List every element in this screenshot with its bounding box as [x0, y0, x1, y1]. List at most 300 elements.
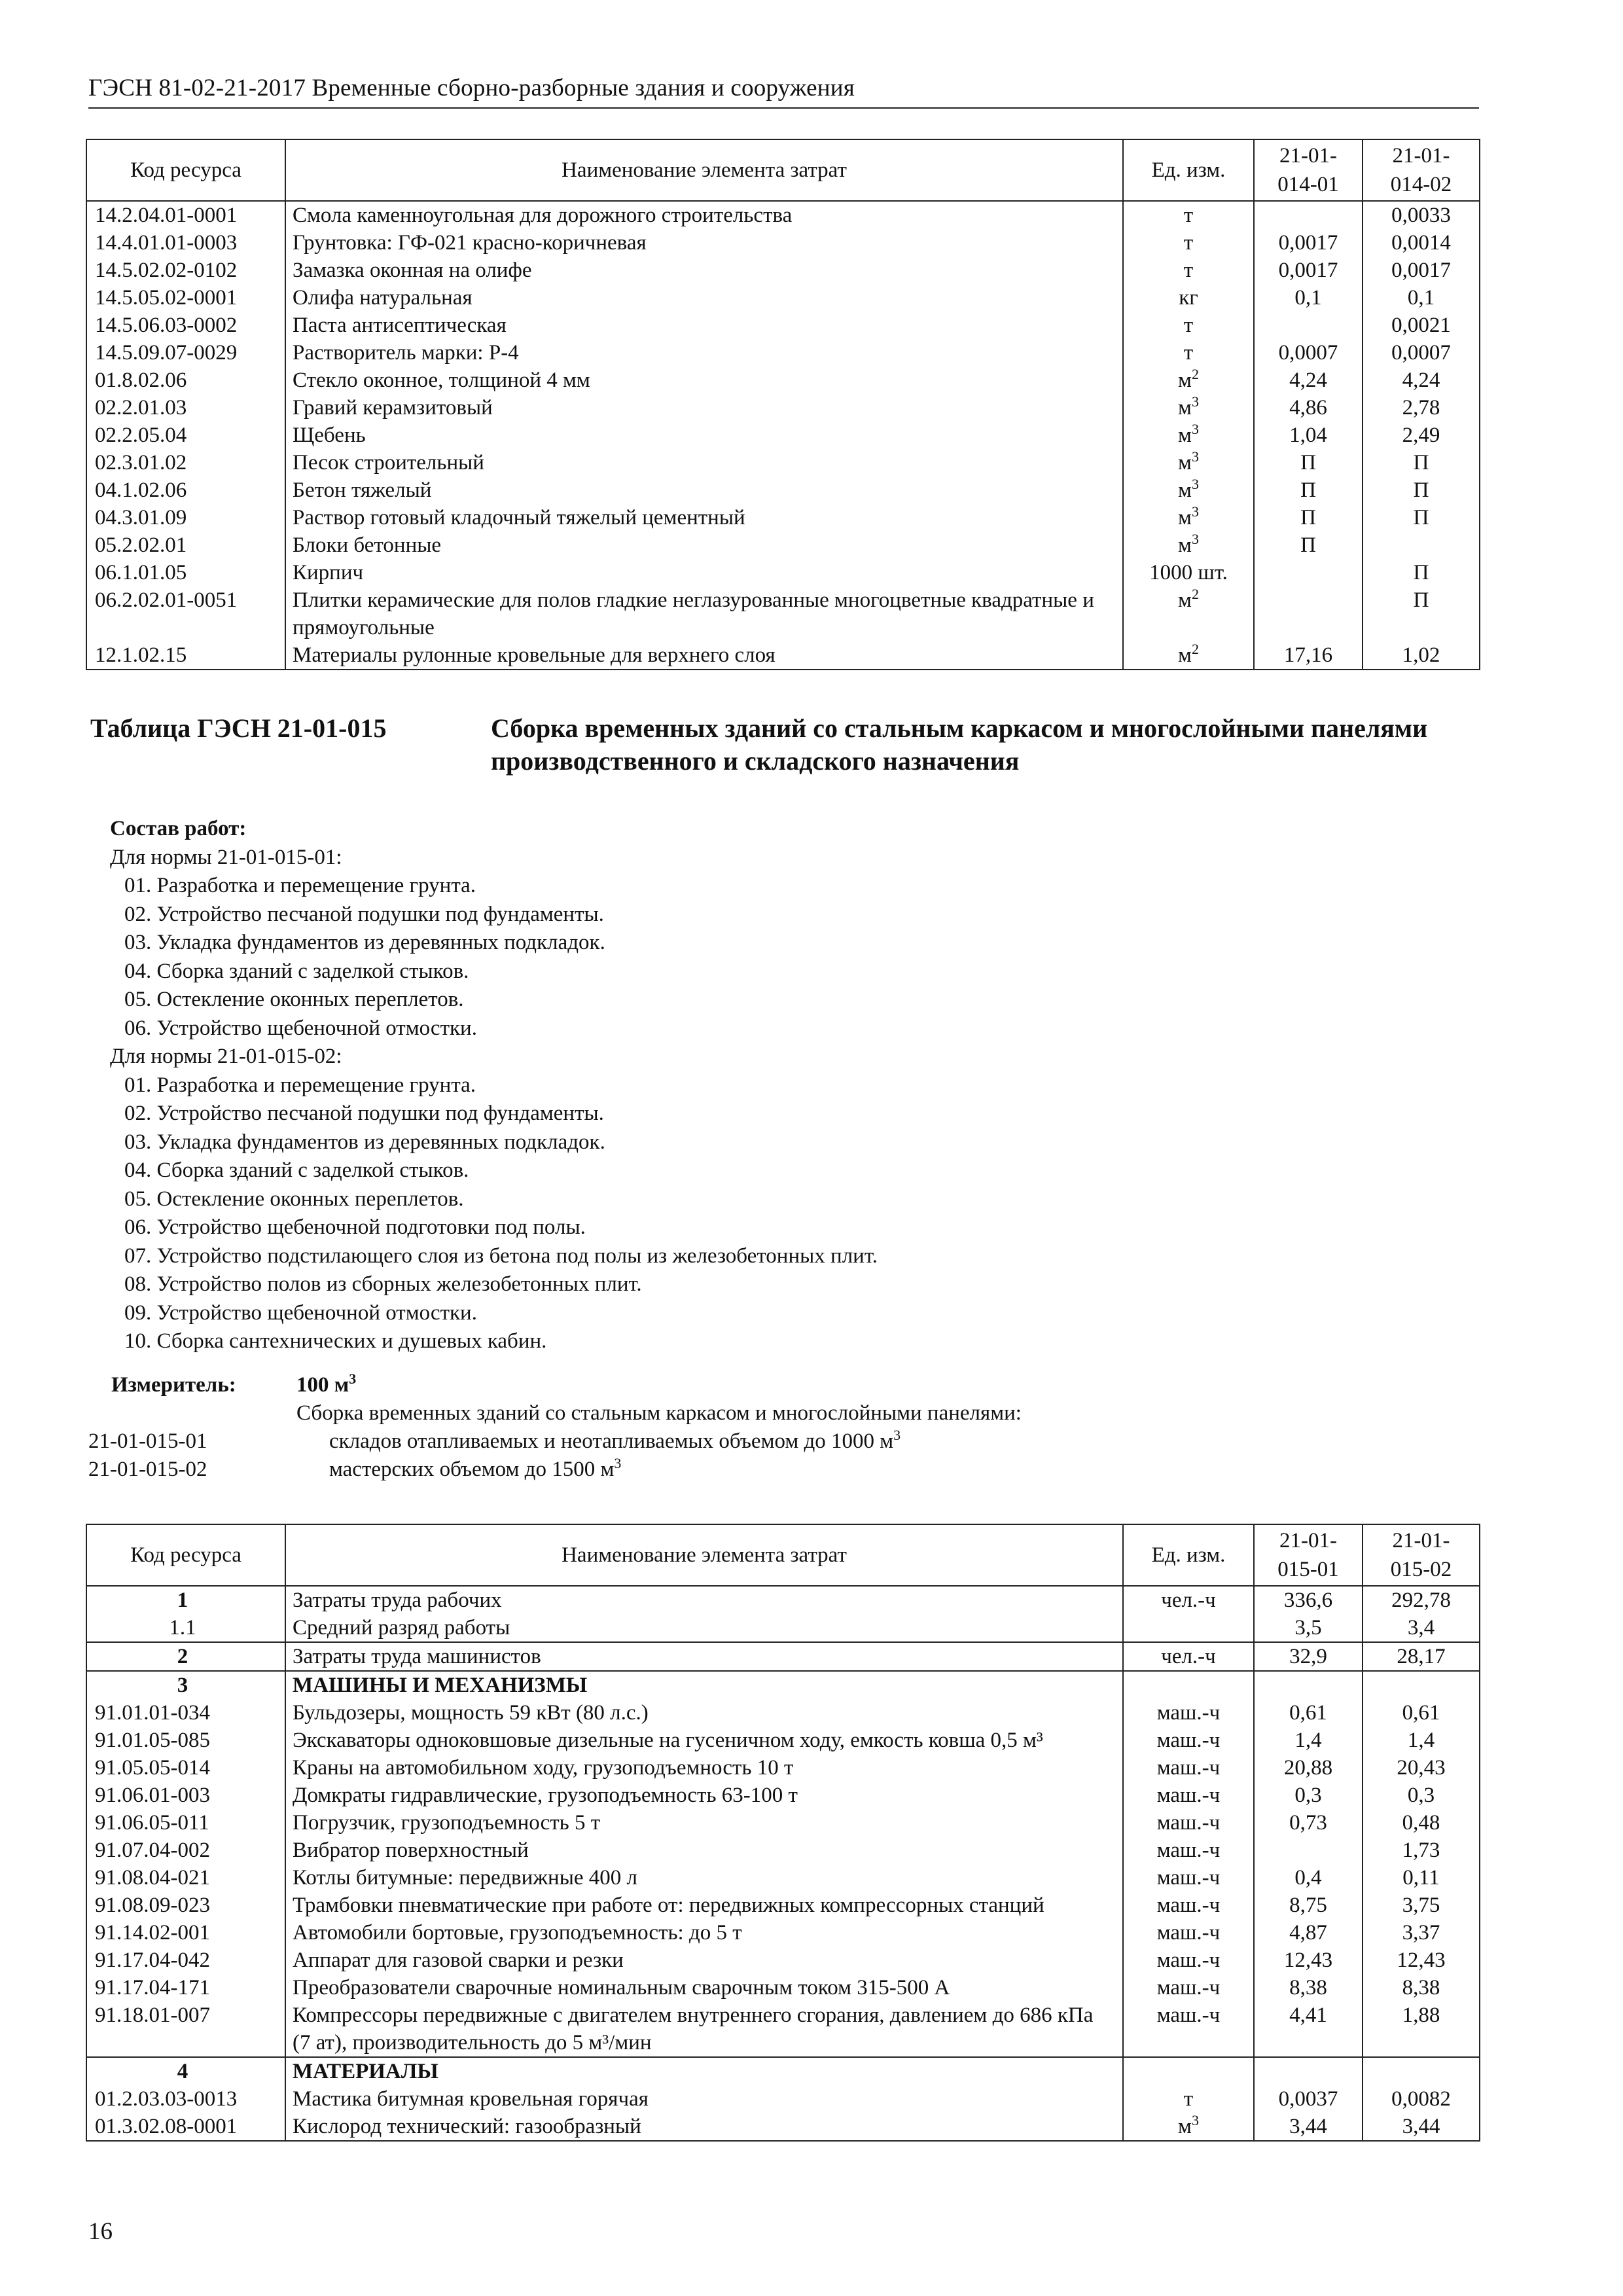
- table-row: [86, 1727, 1480, 1754]
- table-row: [86, 1614, 1480, 1642]
- resource-name: Преобразователи сварочные номинальным сварочным током 315-500 А: [285, 1974, 1123, 2001]
- unit-text: т: [1183, 259, 1194, 282]
- resource-code: 91.17.04-171: [86, 1974, 285, 2001]
- unit-cell: [1123, 1727, 1254, 1754]
- table-row: [86, 1974, 1480, 2001]
- unit-text: т: [1183, 314, 1194, 337]
- resource-name: Материалы рулонные кровельные для верхнего слоя: [285, 641, 1123, 670]
- table-row: [86, 531, 1480, 559]
- table-row: [86, 1671, 1480, 1699]
- measure-item-code: 21-01-015-01: [88, 1429, 207, 1453]
- resource-code: 91.06.01-003: [86, 1782, 285, 1809]
- resource-code: 02.3.01.02: [86, 449, 285, 476]
- table-row: [86, 1642, 1480, 1671]
- norm-2-value: 3,44: [1363, 2113, 1480, 2141]
- unit-text: т: [1183, 204, 1194, 227]
- resource-name: Трамбовки пневматические при работе от: передвижных компрессорных станций: [285, 1892, 1123, 1919]
- resource-name: МАТЕРИАЛЫ: [285, 2057, 1123, 2085]
- norm-1-value: 8,75: [1254, 1892, 1363, 1919]
- norm-1-value: 4,87: [1254, 1919, 1363, 1946]
- measure-item-text-value: складов отапливаемых и неотапливаемых объемом до 1000 м: [329, 1429, 894, 1453]
- resource-code: 91.18.01-007: [86, 2001, 285, 2057]
- unit-cell: [1123, 1586, 1254, 1614]
- unit-cell: [1123, 1974, 1254, 2001]
- work-item: 04. Сборка зданий с заделкой стыков.: [124, 959, 469, 983]
- norm-1-value: [1254, 559, 1363, 586]
- norm-2-value: 292,78: [1363, 1586, 1480, 1614]
- table-row: [86, 339, 1480, 367]
- norm-2-value: П: [1363, 476, 1480, 504]
- norm-1-value: 4,86: [1254, 394, 1363, 422]
- header-name: Наименование элемента затрат: [285, 1524, 1123, 1586]
- measure-value-text: 100 м: [296, 1373, 349, 1397]
- norm-2-value: 0,0017: [1363, 257, 1480, 284]
- work-item: 10. Сборка сантехнических и душевых кабин.: [124, 1329, 547, 1353]
- unit-text: маш.-ч: [1156, 2003, 1221, 2027]
- unit-text: маш.-ч: [1156, 1756, 1221, 1780]
- work-item: 03. Укладка фундаментов из деревянных подкладок.: [124, 1130, 605, 1154]
- header-code: Код ресурса: [86, 1524, 285, 1586]
- table-row: [86, 2057, 1480, 2085]
- norm-1-value: 3,44: [1254, 2113, 1363, 2141]
- norm-1-value: [1254, 312, 1363, 339]
- unit-cell: [1123, 559, 1254, 586]
- resource-name: Краны на автомобильном ходу, грузоподъемность 10 т: [285, 1754, 1123, 1782]
- norm-2-value: 0,0082: [1363, 2085, 1480, 2113]
- unit-cell: [1123, 1699, 1254, 1727]
- norm-1-value: 0,0037: [1254, 2085, 1363, 2113]
- unit-text: чел.-ч: [1161, 1588, 1216, 1612]
- norm-2-value: 0,0033: [1363, 201, 1480, 229]
- resource-code: 01.3.02.08-0001: [86, 2113, 285, 2141]
- resource-code: 14.5.06.03-0002: [86, 312, 285, 339]
- table-row: [86, 312, 1480, 339]
- norm-1-value: [1254, 201, 1363, 229]
- unit-text: т: [1183, 2087, 1194, 2111]
- resource-code: 14.4.01.01-0003: [86, 229, 285, 257]
- header-norm-1-text: 21-01- 014-01: [1277, 144, 1339, 196]
- works-composition: [88, 815, 1397, 1356]
- norm-1-value: 3,5: [1254, 1614, 1363, 1642]
- table-row: [86, 559, 1480, 586]
- norm-2-value: 0,0014: [1363, 229, 1480, 257]
- table1-body: [86, 201, 1480, 670]
- unit-cell: [1123, 312, 1254, 339]
- norm-2-value: 1,73: [1363, 1837, 1480, 1864]
- norm-1-value: П: [1254, 449, 1363, 476]
- resource-code: 1: [86, 1586, 285, 1614]
- header-code: Код ресурса: [86, 139, 285, 201]
- measure-description: Сборка временных зданий со стальным каркасом и многослойными панелями:: [296, 1401, 1022, 1425]
- resource-name: Растворитель марки: Р-4: [285, 339, 1123, 367]
- unit-exponent: 3: [1191, 393, 1199, 410]
- norm-2-value: П: [1363, 559, 1480, 586]
- table-row: [86, 201, 1480, 229]
- resource-code: 91.05.05-014: [86, 1754, 285, 1782]
- table-row: [86, 1782, 1480, 1809]
- resource-code: 04.3.01.09: [86, 504, 285, 531]
- work-item: 03. Укладка фундаментов из деревянных подкладок.: [124, 931, 605, 954]
- norm-2-label: Для нормы 21-01-015-02:: [110, 1045, 342, 1068]
- resource-code: 06.2.02.01-0051: [86, 586, 285, 641]
- unit-text: м: [1178, 643, 1192, 667]
- resource-table-015: [86, 1524, 1480, 2142]
- norm-1-value: [1254, 586, 1363, 641]
- unit-cell: [1123, 1919, 1254, 1946]
- table-row: [86, 2113, 1480, 2141]
- unit-cell: [1123, 449, 1254, 476]
- norm-1-value: [1254, 1837, 1363, 1864]
- norm-2-value: 0,48: [1363, 1809, 1480, 1837]
- table-row: [86, 476, 1480, 504]
- norm-2-value: 0,1: [1363, 284, 1480, 312]
- header-norm-1-text: 21-01- 015-01: [1277, 1529, 1339, 1581]
- norm-1-value: 1,04: [1254, 422, 1363, 449]
- header-unit: Ед. изм.: [1123, 139, 1254, 201]
- resource-code: 91.01.05-085: [86, 1727, 285, 1754]
- unit-text: маш.-ч: [1156, 1784, 1221, 1807]
- table-row: [86, 1586, 1480, 1614]
- work-item: 01. Разработка и перемещение грунта.: [124, 1073, 476, 1097]
- unit-exponent: 3: [1191, 503, 1199, 520]
- resource-name: Смола каменноугольная для дорожного строительства: [285, 201, 1123, 229]
- measure-item-text-value: мастерских объемом до 1500 м: [329, 1458, 615, 1481]
- norm-2-value: 3,4: [1363, 1614, 1480, 1642]
- resource-code: 91.17.04-042: [86, 1946, 285, 1974]
- unit-cell: [1123, 2057, 1254, 2085]
- resource-name: Погрузчик, грузоподъемность 5 т: [285, 1809, 1123, 1837]
- resource-code: 14.5.09.07-0029: [86, 339, 285, 367]
- resource-code: 3: [86, 1671, 285, 1699]
- norm-1-value: 0,3: [1254, 1782, 1363, 1809]
- work-item: 04. Сборка зданий с заделкой стыков.: [124, 1158, 469, 1182]
- resource-code: 91.07.04-002: [86, 1837, 285, 1864]
- norm-2-value: [1363, 1671, 1480, 1699]
- unit-cell: [1123, 504, 1254, 531]
- norm-1-value: П: [1254, 476, 1363, 504]
- unit-cell: [1123, 2001, 1254, 2057]
- work-item: 01. Разработка и перемещение грунта.: [124, 874, 476, 897]
- unit-cell: [1123, 1782, 1254, 1809]
- table-header-row: [86, 139, 1480, 201]
- resource-name: Бульдозеры, мощность 59 кВт (80 л.с.): [285, 1699, 1123, 1727]
- norm-2-value: 3,37: [1363, 1919, 1480, 1946]
- resource-name: Плитки керамические для полов гладкие неглазурованные многоцветные квадратные и прямоугольные: [285, 586, 1123, 641]
- work-item: 02. Устройство песчаной подушки под фундаменты.: [124, 1102, 604, 1125]
- unit-cell: [1123, 476, 1254, 504]
- norm-1-value: 1,4: [1254, 1727, 1363, 1754]
- unit-cell: [1123, 422, 1254, 449]
- resource-name: Экскаваторы одноковшовые дизельные на гусеничном ходу, емкость ковша 0,5 м³: [285, 1727, 1123, 1754]
- unit-cell: [1123, 1892, 1254, 1919]
- unit-cell: [1123, 284, 1254, 312]
- header-norm-1: [1254, 1524, 1363, 1586]
- table2-body: [86, 1586, 1480, 2141]
- table-title-name: Сборка временных зданий со стальным каркасом и многослойными панелями производственного и складского назначения: [491, 713, 1428, 776]
- header-norm-2: [1363, 139, 1480, 201]
- works-heading: Состав работ:: [110, 817, 247, 840]
- unit-text: маш.-ч: [1156, 1921, 1221, 1945]
- unit-text: т: [1183, 231, 1194, 255]
- resource-code: 02.2.01.03: [86, 394, 285, 422]
- norm-1-value: 20,88: [1254, 1754, 1363, 1782]
- unit-exponent: 3: [1191, 2112, 1199, 2128]
- unit-text: м: [1178, 451, 1192, 475]
- norm-2-value: 3,75: [1363, 1892, 1480, 1919]
- work-item: 06. Устройство щебеночной отмостки.: [124, 1016, 477, 1040]
- resource-code: 06.1.01.05: [86, 559, 285, 586]
- unit-text: м: [1178, 533, 1192, 557]
- norm-1-label: Для нормы 21-01-015-01:: [110, 845, 342, 869]
- unit-text: м: [1178, 396, 1192, 420]
- unit-cell: [1123, 531, 1254, 559]
- unit-cell: [1123, 1671, 1254, 1699]
- resource-name: Затраты труда рабочих: [285, 1586, 1123, 1614]
- unit-cell: [1123, 367, 1254, 394]
- norm-2-value: 0,0007: [1363, 339, 1480, 367]
- work-item: 05. Остекление оконных переплетов.: [124, 988, 464, 1011]
- header-norm-2: [1363, 1524, 1480, 1586]
- work-item: 05. Остекление оконных переплетов.: [124, 1187, 464, 1211]
- unit-exponent: 3: [1191, 421, 1199, 437]
- unit-cell: [1123, 1754, 1254, 1782]
- header-unit: Ед. изм.: [1123, 1524, 1254, 1586]
- norm-1-value: 0,0017: [1254, 229, 1363, 257]
- measure-item-exponent: 3: [893, 1427, 901, 1443]
- resource-name: МАШИНЫ И МЕХАНИЗМЫ: [285, 1671, 1123, 1699]
- norm-1-value: 8,38: [1254, 1974, 1363, 2001]
- unit-cell: [1123, 1642, 1254, 1671]
- norm-1-value: 336,6: [1254, 1586, 1363, 1614]
- measure-item-exponent: 3: [614, 1455, 622, 1471]
- resource-name: Бетон тяжелый: [285, 476, 1123, 504]
- table-row: [86, 367, 1480, 394]
- unit-cell: [1123, 394, 1254, 422]
- resource-code: 91.14.02-001: [86, 1919, 285, 1946]
- header-norm-2-text: 21-01- 014-02: [1390, 144, 1452, 196]
- unit-cell: [1123, 257, 1254, 284]
- unit-text: м: [1178, 2115, 1192, 2138]
- unit-exponent: 3: [1191, 531, 1199, 547]
- unit-text: кг: [1179, 286, 1198, 310]
- resource-name: Аппарат для газовой сварки и резки: [285, 1946, 1123, 1974]
- norm-1-value: 32,9: [1254, 1642, 1363, 1671]
- resource-name: Компрессоры передвижные с двигателем внутреннего сгорания, давлением до 686 кПа (7 ат), производительность до 5 м³/мин: [285, 2001, 1123, 2057]
- unit-exponent: 2: [1191, 641, 1199, 657]
- norm-1-value: 12,43: [1254, 1946, 1363, 1974]
- unit-cell: [1123, 586, 1254, 641]
- resource-code: 02.2.05.04: [86, 422, 285, 449]
- unit-cell: [1123, 229, 1254, 257]
- resource-code: 4: [86, 2057, 285, 2085]
- resource-name: Гравий керамзитовый: [285, 394, 1123, 422]
- page-number: 16: [88, 2218, 113, 2245]
- resource-name: Мастика битумная кровельная горячая: [285, 2085, 1123, 2113]
- norm-1-value: 0,0007: [1254, 339, 1363, 367]
- unit-text: маш.-ч: [1156, 1866, 1221, 1890]
- resource-name: Песок строительный: [285, 449, 1123, 476]
- resource-code: 04.1.02.06: [86, 476, 285, 504]
- resource-code: 91.08.09-023: [86, 1892, 285, 1919]
- table-title-label: Таблица ГЭСН 21-01-015: [90, 713, 387, 743]
- norm-2-value: [1363, 531, 1480, 559]
- resource-code: 14.2.04.01-0001: [86, 201, 285, 229]
- norm-2-value: 0,11: [1363, 1864, 1480, 1892]
- header-norm-2-text: 21-01- 015-02: [1390, 1529, 1452, 1581]
- unit-text: 1000 шт.: [1149, 561, 1228, 584]
- measure-value: [296, 1371, 356, 1399]
- resource-name: Замазка оконная на олифе: [285, 257, 1123, 284]
- unit-cell: [1123, 2085, 1254, 2113]
- norm-2-value: П: [1363, 586, 1480, 641]
- resource-code: 1.1: [86, 1614, 285, 1642]
- unit-cell: [1123, 641, 1254, 670]
- resource-name: Блоки бетонные: [285, 531, 1123, 559]
- norm-2-value: П: [1363, 449, 1480, 476]
- table-row: [86, 1809, 1480, 1837]
- norm-1-value: П: [1254, 504, 1363, 531]
- unit-text: маш.-ч: [1156, 1811, 1221, 1835]
- norm-2-value: 0,0021: [1363, 312, 1480, 339]
- measure-item-text: [329, 1456, 621, 1484]
- unit-text: маш.-ч: [1156, 1839, 1221, 1862]
- norm-1-value: 0,1: [1254, 284, 1363, 312]
- resource-name: Щебень: [285, 422, 1123, 449]
- resource-code: 14.5.02.02-0102: [86, 257, 285, 284]
- unit-cell: [1123, 1864, 1254, 1892]
- norm-1-value: [1254, 1671, 1363, 1699]
- unit-text: м: [1178, 423, 1192, 447]
- resource-name: Кислород технический: газообразный: [285, 2113, 1123, 2141]
- measure-value-exponent: 3: [349, 1371, 357, 1387]
- unit-text: маш.-ч: [1156, 1729, 1221, 1752]
- unit-cell: [1123, 1809, 1254, 1837]
- norm-1-items: [88, 872, 1397, 1043]
- resource-code: 01.8.02.06: [86, 367, 285, 394]
- unit-exponent: 2: [1191, 586, 1199, 602]
- resource-name: Автомобили бортовые, грузоподъемность: до 5 т: [285, 1919, 1123, 1946]
- table-row: [86, 641, 1480, 670]
- table-row: [86, 284, 1480, 312]
- unit-cell: [1123, 201, 1254, 229]
- table-row: [86, 394, 1480, 422]
- table-row: [86, 1699, 1480, 1727]
- norm-1-value: [1254, 2057, 1363, 2085]
- unit-text: м: [1178, 478, 1192, 502]
- work-item: 09. Устройство щебеночной отмостки.: [124, 1300, 477, 1325]
- resource-name: Затраты труда машинистов: [285, 1642, 1123, 1671]
- table-row: [86, 1864, 1480, 1892]
- norm-1-value: П: [1254, 531, 1363, 559]
- norm-2-value: 0,3: [1363, 1782, 1480, 1809]
- table-row: [86, 1892, 1480, 1919]
- table-row: [86, 2001, 1480, 2057]
- unit-cell: [1123, 2113, 1254, 2141]
- norm-2-value: 28,17: [1363, 1642, 1480, 1671]
- norm-2-value: П: [1363, 504, 1480, 531]
- norm-2-value: [1363, 2057, 1480, 2085]
- resource-name: Паста антисептическая: [285, 312, 1123, 339]
- work-item: 02. Устройство песчаной подушки под фундаменты.: [124, 902, 604, 926]
- unit-text: маш.-ч: [1156, 1701, 1221, 1725]
- norm-1-value: 0,0017: [1254, 257, 1363, 284]
- resource-code: 01.2.03.03-0013: [86, 2085, 285, 2113]
- norm-1-value: 0,61: [1254, 1699, 1363, 1727]
- table-row: [86, 1754, 1480, 1782]
- norm-1-value: 4,24: [1254, 367, 1363, 394]
- resource-name: Олифа натуральная: [285, 284, 1123, 312]
- resource-name: Домкраты гидравлические, грузоподъемность 63-100 т: [285, 1782, 1123, 1809]
- measure-item-code: 21-01-015-02: [88, 1458, 207, 1481]
- resource-code: 12.1.02.15: [86, 641, 285, 670]
- norm-2-value: 8,38: [1363, 1974, 1480, 2001]
- resource-name: Кирпич: [285, 559, 1123, 586]
- resource-name: Котлы битумные: передвижные 400 л: [285, 1864, 1123, 1892]
- page-header: ГЭСН 81-02-21-2017 Временные сборно-разборные здания и сооружения: [88, 72, 1479, 109]
- norm-2-items: [88, 1071, 1397, 1356]
- unit-cell: [1123, 1837, 1254, 1864]
- unit-exponent: 3: [1191, 476, 1199, 492]
- resource-code: 91.06.05-011: [86, 1809, 285, 1837]
- norm-1-value: 17,16: [1254, 641, 1363, 670]
- unit-exponent: 3: [1191, 448, 1199, 465]
- resource-code: 91.01.01-034: [86, 1699, 285, 1727]
- unit-text: маш.-ч: [1156, 1948, 1221, 1972]
- measure-item-text: [329, 1427, 901, 1456]
- norm-2-value: 1,88: [1363, 2001, 1480, 2057]
- resource-code: 2: [86, 1642, 285, 1671]
- resource-code: 05.2.02.01: [86, 531, 285, 559]
- norm-2-value: 1,02: [1363, 641, 1480, 670]
- norm-1-value: 0,73: [1254, 1809, 1363, 1837]
- table-row: [86, 1837, 1480, 1864]
- unit-text: маш.-ч: [1156, 1976, 1221, 2000]
- table-row: [86, 2085, 1480, 2113]
- table-row: [86, 257, 1480, 284]
- table-row: [86, 586, 1480, 641]
- work-item: 07. Устройство подстилающего слоя из бетона под полы из железобетонных плит.: [124, 1244, 878, 1268]
- norm-2-value: 20,43: [1363, 1754, 1480, 1782]
- norm-2-value: 1,4: [1363, 1727, 1480, 1754]
- resource-table-014: [86, 139, 1480, 670]
- resource-code: 91.08.04-021: [86, 1864, 285, 1892]
- norm-1-value: 4,41: [1254, 2001, 1363, 2057]
- unit-cell: [1123, 1614, 1254, 1642]
- measure-section: [88, 1371, 1397, 1484]
- resource-name: Вибратор поверхностный: [285, 1837, 1123, 1864]
- measure-label: Измеритель:: [111, 1373, 236, 1397]
- unit-cell: [1123, 1946, 1254, 1974]
- table-row: [86, 229, 1480, 257]
- resource-name: Средний разряд работы: [285, 1614, 1123, 1642]
- unit-cell: [1123, 339, 1254, 367]
- unit-text: м: [1178, 368, 1192, 392]
- unit-exponent: 2: [1191, 366, 1199, 382]
- table-row: [86, 1919, 1480, 1946]
- resource-name: Раствор готовый кладочный тяжелый цементный: [285, 504, 1123, 531]
- unit-text: маш.-ч: [1156, 1893, 1221, 1917]
- norm-1-value: 0,4: [1254, 1864, 1363, 1892]
- resource-name: Стекло оконное, толщиной 4 мм: [285, 367, 1123, 394]
- norm-2-value: 4,24: [1363, 367, 1480, 394]
- norm-2-value: 2,78: [1363, 394, 1480, 422]
- unit-text: т: [1183, 341, 1194, 365]
- work-item: 08. Устройство полов из сборных железобетонных плит.: [124, 1272, 642, 1296]
- table-header-row: [86, 1524, 1480, 1586]
- norm-2-value: 2,49: [1363, 422, 1480, 449]
- resource-name: Грунтовка: ГФ-021 красно-коричневая: [285, 229, 1123, 257]
- table-row: [86, 422, 1480, 449]
